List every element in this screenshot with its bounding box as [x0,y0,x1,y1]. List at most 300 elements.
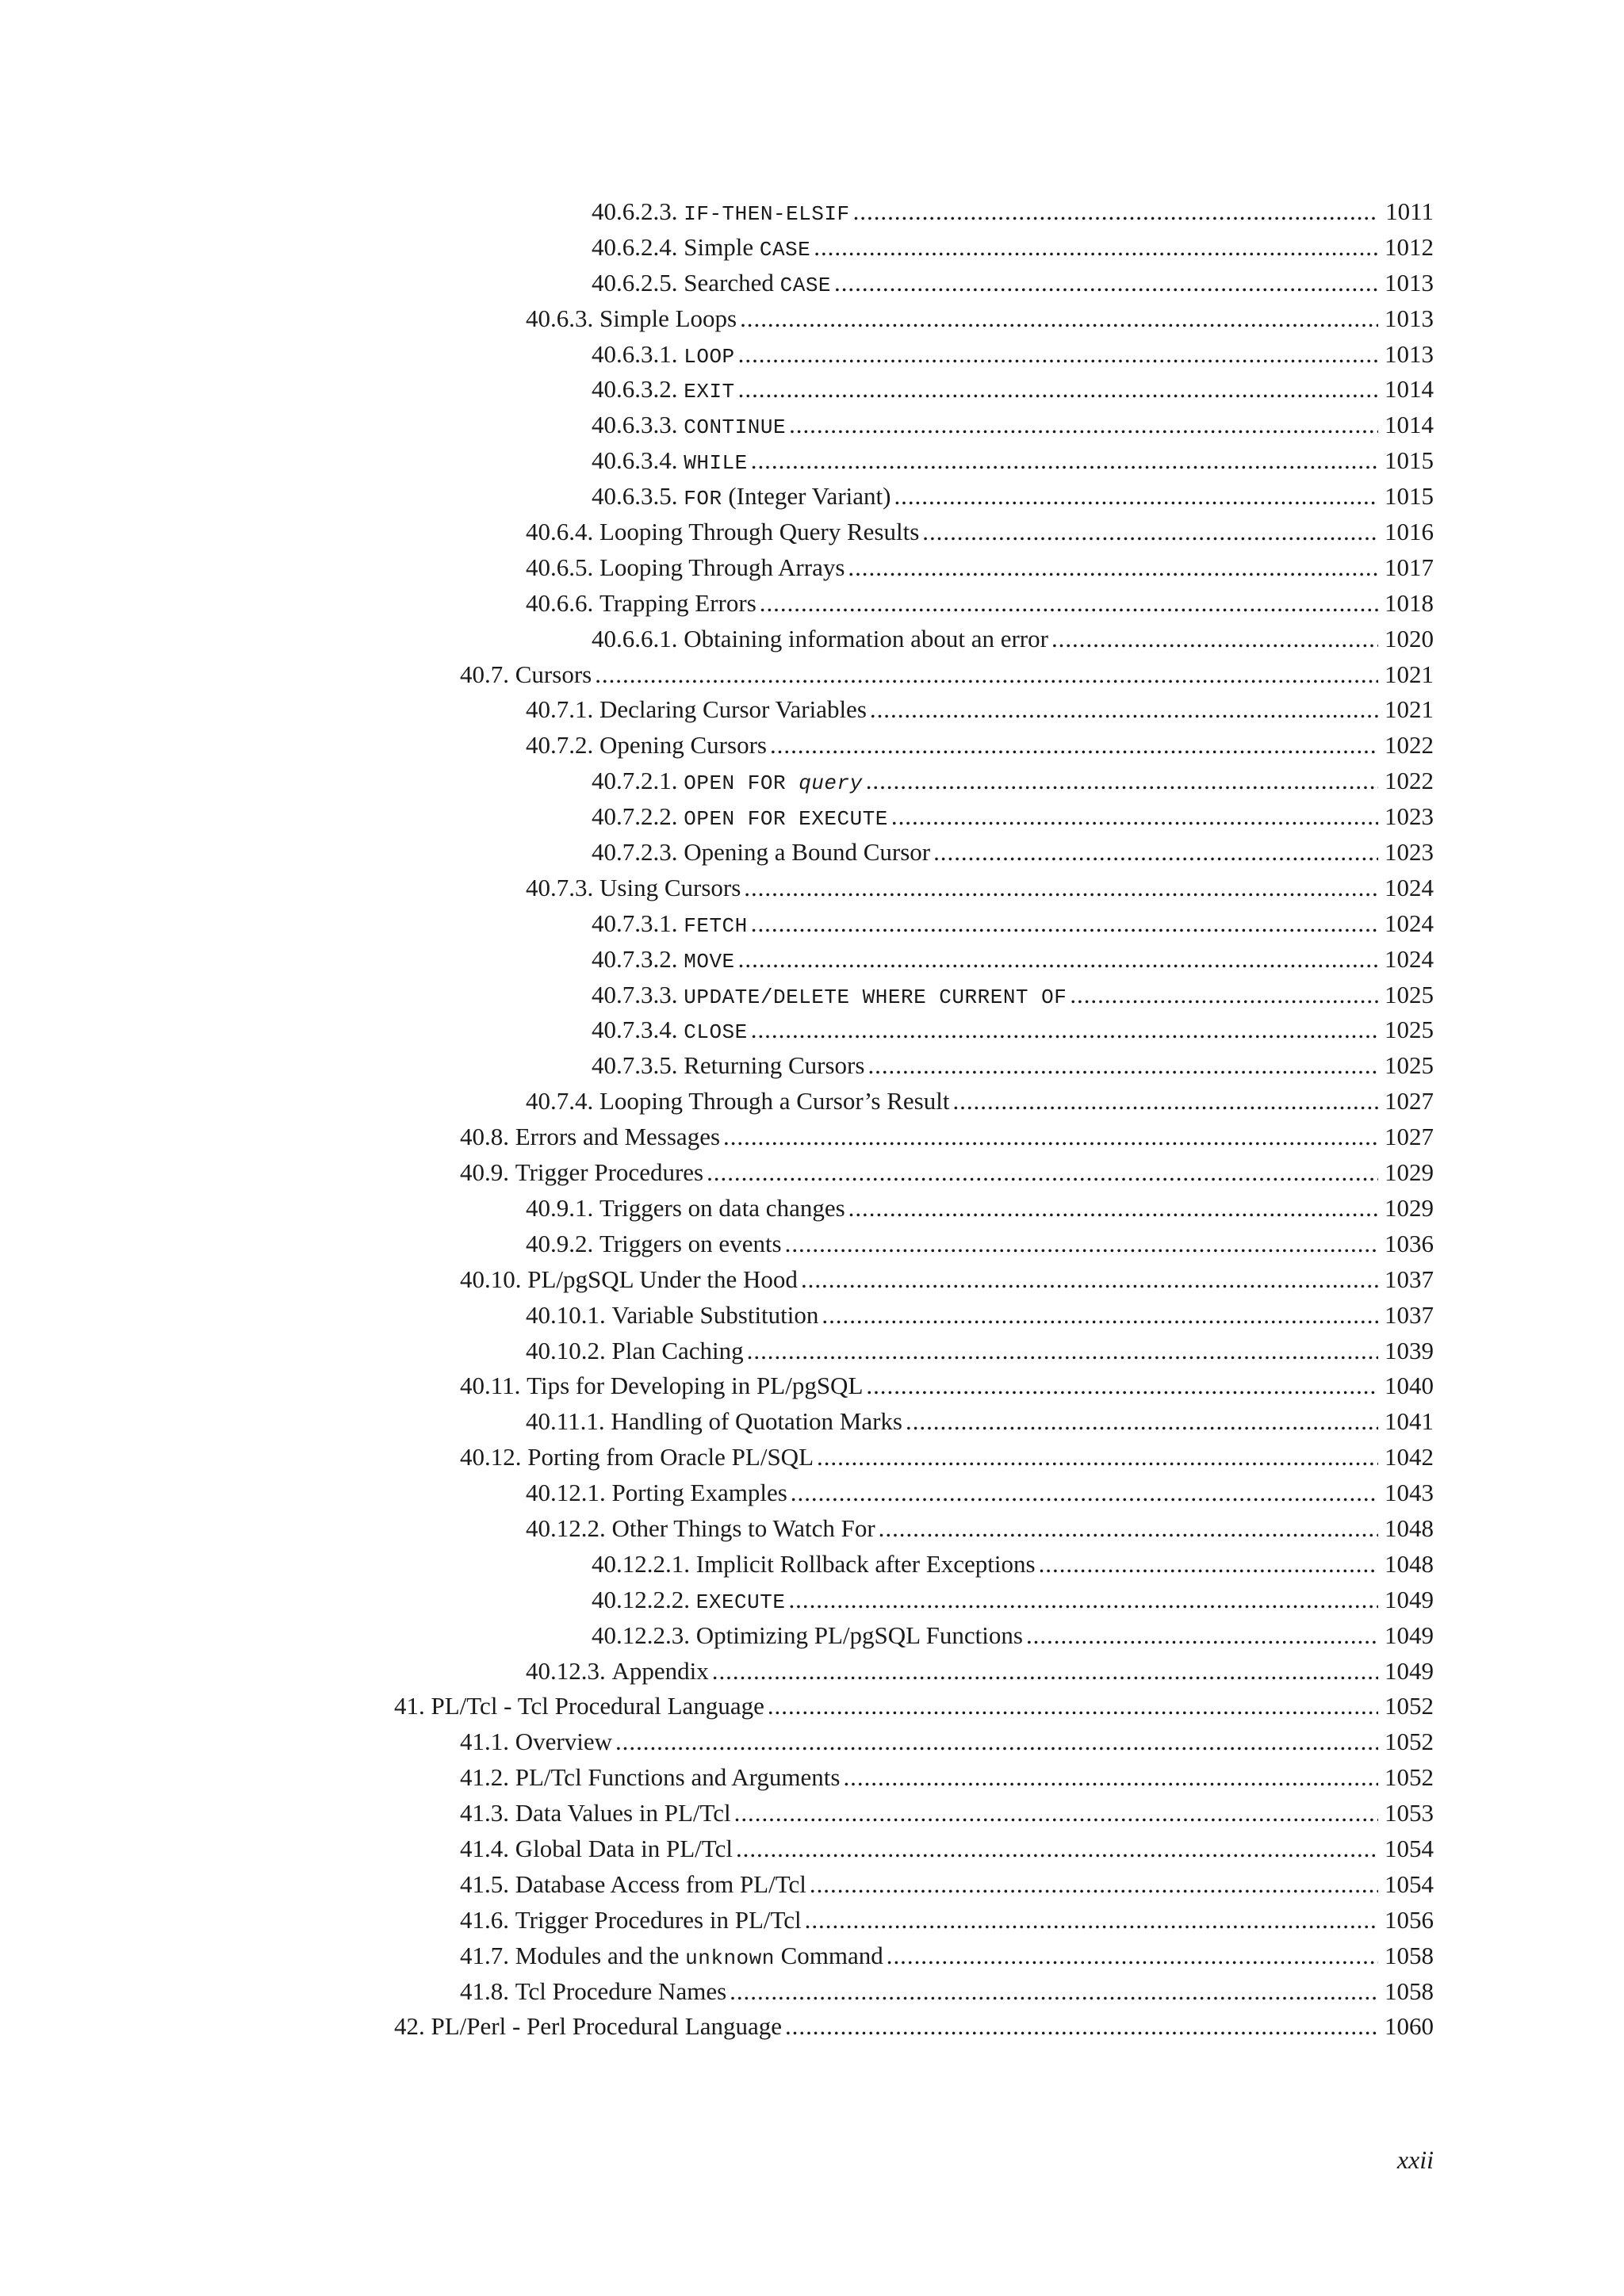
entry-page-number: 1025 [1385,980,1434,1008]
dot-leader [906,1404,1378,1440]
entry-title-text: Command [774,1941,883,1969]
entry-number: 40.7.3.2. [592,944,678,973]
entry-number: 40.12.2.3. [592,1621,690,1649]
entry-page-number: 1052 [1385,1728,1434,1756]
entry-title-code: MOVE [684,949,735,974]
entry-page-number: 1043 [1385,1479,1434,1507]
entry-title [515,1796,731,1831]
entry-number: 40.6.2.5. [592,268,678,297]
toc-entry[interactable] [0,443,1624,479]
toc-entry[interactable] [0,1334,1624,1369]
dot-leader [887,1938,1378,1974]
toc-entry[interactable] [0,301,1624,337]
dot-leader [879,1511,1378,1547]
entry-title-code: CLOSE [684,1020,748,1045]
entry-title [611,1404,902,1440]
dot-leader [738,337,1378,373]
toc-entry[interactable] [0,1831,1624,1867]
entry-page-number: 1016 [1385,518,1434,546]
entry-number: 40.11.1. [526,1407,605,1436]
toc-entry[interactable] [0,515,1624,550]
entry-page-number: 1052 [1385,1763,1434,1792]
entry-title-text: Triggers on data changes [599,1193,845,1222]
entry-title [599,692,867,728]
entry-title [515,1938,883,1976]
toc-entry[interactable] [0,622,1624,657]
entry-number: 40.6.2.4. [592,232,678,261]
toc-entry[interactable] [0,1084,1624,1119]
toc-entry[interactable] [0,799,1624,835]
dot-leader [891,799,1378,835]
entry-number: 40.6.6. [526,588,594,617]
entry-title-text: Tcl Procedure Names [515,1976,727,2005]
entry-page-number: 1014 [1385,375,1434,404]
entry-title-code: FETCH [684,913,748,938]
dot-leader [751,906,1378,942]
toc-entry[interactable] [0,586,1624,622]
entry-title [684,942,734,980]
toc-entry[interactable] [0,1119,1624,1155]
entry-number: 40.12.2. [526,1513,606,1542]
entry-page-number: 1011 [1385,197,1434,225]
dot-leader [952,1084,1378,1119]
dot-leader [866,763,1378,799]
entry-page-number: 1049 [1385,1585,1434,1613]
toc-entry[interactable] [0,835,1624,871]
toc-entry[interactable] [0,906,1624,942]
dot-leader [707,1155,1378,1191]
entry-number: 40.7.3. [526,873,594,901]
entry-title-text: Cursors [515,660,592,688]
toc-entry[interactable] [0,408,1624,443]
toc-entry[interactable] [0,1867,1624,1903]
entry-title-text: Trapping Errors [599,588,756,617]
toc-entry[interactable] [0,1689,1624,1724]
entry-title-text: Looping Through a Cursor’s Result [599,1087,950,1115]
entry-number: 40.6.3.3. [592,411,678,439]
entry-page-number: 1029 [1385,1193,1434,1222]
toc-entry[interactable] [0,230,1624,266]
entry-title-code: unknown [685,1946,775,1970]
entry-title-text: Modules and the [515,1941,686,1969]
entry-page-number: 1027 [1385,1087,1434,1115]
entry-number: 40.6.4. [526,518,594,546]
entry-number: 40.7.3.1. [592,909,678,937]
entry-title-code: EXIT [684,380,735,404]
entry-number: 40.7.3.4. [592,1016,678,1044]
entry-page-number: 1037 [1385,1265,1434,1293]
dot-leader [848,1191,1378,1226]
entry-title [599,586,756,622]
dot-leader [736,1831,1378,1867]
entry-title-code: IF-THEN-ELSIF [684,202,850,226]
entry-title [696,1582,786,1621]
dot-leader [768,1689,1378,1724]
entry-page-number: 1025 [1385,1016,1434,1044]
toc-entry[interactable] [0,692,1624,728]
entry-title-text: Data Values in PL/Tcl [515,1799,731,1827]
entry-page-number: 1042 [1385,1443,1434,1471]
toc-entry[interactable] [0,1760,1624,1796]
entry-page-number: 1036 [1385,1229,1434,1257]
entry-number: 40.6.3.2. [592,375,678,404]
entry-title [612,1654,709,1689]
entry-title-text: Triggers on events [599,1229,782,1257]
toc-entry[interactable] [0,194,1624,230]
entry-title-text: Declaring Cursor Variables [599,695,867,724]
entry-title-text: Using Cursors [599,873,741,901]
entry-title-text: Simple Loops [599,304,737,332]
entry-title [599,301,737,337]
entry-title [684,906,748,944]
dot-leader [1026,1618,1378,1654]
toc-entry[interactable] [0,1582,1624,1618]
entry-title [684,1012,748,1050]
entry-title [599,1084,949,1119]
entry-title-text: Global Data in PL/Tcl [515,1834,733,1862]
dot-leader [848,550,1378,586]
entry-title [515,1119,720,1155]
dot-leader [1039,1547,1378,1582]
entry-number: 40.12.2.2. [592,1585,690,1613]
entry-number: 41. [394,1692,425,1720]
toc-entry[interactable] [0,1903,1624,1938]
dot-leader [870,692,1378,728]
entry-title [612,1334,744,1369]
entry-page-number: 1049 [1385,1656,1434,1685]
toc-entry[interactable] [0,479,1624,515]
toc-entry[interactable] [0,550,1624,586]
entry-title [599,1226,782,1262]
toc-entry[interactable] [0,942,1624,978]
entry-title-text: Errors and Messages [515,1123,721,1151]
entry-title [515,1903,802,1938]
entry-title-text: Returning Cursors [684,1051,865,1080]
dot-leader [785,2009,1378,2045]
toc-entry[interactable] [0,1618,1624,1654]
entry-title-code: CONTINUE [684,415,787,440]
dot-leader [814,230,1378,266]
dot-leader [894,479,1378,515]
entry-title-text: Optimizing PL/pgSQL Functions [695,1621,1023,1649]
entry-number: 40.7. [460,660,509,688]
dot-leader [1070,978,1378,1013]
entry-title [612,1511,875,1547]
toc-entry[interactable] [0,1368,1624,1404]
entry-title-text: Database Access from PL/Tcl [515,1869,806,1898]
toc-entry[interactable] [0,1440,1624,1475]
entry-title-text: Looping Through Arrays [599,553,845,581]
dot-leader [747,1334,1378,1369]
dot-leader [595,657,1378,693]
entry-page-number: 1037 [1385,1300,1434,1329]
toc-entry[interactable] [0,1974,1624,2010]
toc-entry[interactable] [0,1724,1624,1760]
dot-leader [791,1475,1378,1511]
entry-title [515,1974,726,2010]
entry-page-number: 1022 [1385,731,1434,760]
entry-number: 41.5. [460,1869,509,1898]
entry-page-number: 1012 [1385,232,1434,261]
entry-page-number: 1021 [1385,695,1434,724]
toc-entry[interactable] [0,978,1624,1013]
entry-title-code: UPDATE/DELETE WHERE CURRENT OF [684,985,1067,1009]
dot-leader [751,1012,1378,1048]
entry-title-text: (Integer Variant) [722,482,891,511]
entry-page-number: 1023 [1385,838,1434,867]
entry-title-text: Trigger Procedures in PL/Tcl [515,1905,802,1934]
toc-entry[interactable] [0,1262,1624,1298]
entry-page-number: 1024 [1385,944,1434,973]
entry-title-text: Searched [684,268,780,297]
entry-title-code: query [799,771,863,796]
entry-title-text: Tips for Developing in PL/pgSQL [527,1372,864,1400]
entry-title [684,835,930,871]
dot-leader [788,1582,1378,1618]
toc-entry[interactable] [0,1475,1624,1511]
entry-title [612,1298,819,1334]
entry-page-number: 1049 [1385,1621,1434,1649]
entry-number: 41.1. [460,1728,509,1756]
dot-leader [615,1724,1378,1760]
entry-page-number: 1013 [1385,268,1434,297]
toc-entry[interactable] [0,1938,1624,1974]
entry-title-code: CASE [759,237,811,262]
dot-leader [801,1262,1378,1298]
entry-title [515,1760,841,1796]
entry-page-number: 1025 [1385,1051,1434,1080]
entry-title-code: EXECUTE [695,1590,786,1614]
entry-title [599,515,919,550]
entry-title-code: FOR [684,487,722,511]
entry-page-number: 1018 [1385,588,1434,617]
entry-number: 41.6. [460,1905,509,1934]
entry-title [684,622,1048,657]
entry-page-number: 1015 [1385,446,1434,475]
dot-leader [734,1796,1378,1831]
entry-title [431,2009,782,2045]
entry-title [696,1547,1036,1582]
entry-title [599,871,741,906]
entry-page-number: 1024 [1385,873,1434,901]
page-number: xxii [1396,2145,1434,2174]
entry-title-text: Plan Caching [611,1336,744,1364]
entry-number: 40.6.6.1. [592,624,678,652]
entry-page-number: 1048 [1385,1549,1434,1578]
entry-page-number: 1056 [1385,1905,1434,1934]
entry-number: 40.6.3. [526,304,594,332]
entry-title-code: LOOP [684,344,735,369]
entry-title-text: Implicit Rollback after Exceptions [695,1549,1036,1578]
toc-entry[interactable] [0,1226,1624,1262]
entry-title [515,1831,733,1867]
entry-title-code: OPEN FOR [684,771,799,796]
toc-entry[interactable] [0,728,1624,763]
entry-title-code: CASE [779,273,832,297]
entry-title-text: Porting from Oracle PL/SQL [527,1443,814,1471]
dot-leader [751,443,1378,479]
toc-entry[interactable] [0,1796,1624,1831]
entry-number: 42. [394,2012,425,2041]
entry-number: 40.9.1. [526,1193,594,1222]
entry-page-number: 1015 [1385,482,1434,511]
entry-title-code: WHILE [684,451,748,476]
toc-entry[interactable] [0,2009,1624,2045]
entry-title-text: Looping Through Query Results [599,518,920,546]
entry-title [515,1724,612,1760]
entry-page-number: 1013 [1385,304,1434,332]
entry-page-number: 1021 [1385,660,1434,688]
toc-entry[interactable] [0,763,1624,799]
entry-number: 40.12. [460,1443,522,1471]
toc-entry[interactable] [0,266,1624,301]
entry-number: 40.6.3.5. [592,482,678,511]
entry-number: 40.6.5. [526,553,594,581]
entry-title-text: Opening a Bound Cursor [684,838,931,867]
dot-leader [843,1760,1378,1796]
entry-page-number: 1027 [1385,1123,1434,1151]
dot-leader [744,871,1378,906]
entry-title [599,728,767,763]
dot-leader [770,728,1378,763]
entry-number: 40.12.3. [526,1656,606,1685]
dot-leader [868,1048,1378,1084]
toc-entry[interactable] [0,1155,1624,1191]
toc-entry[interactable] [0,657,1624,693]
toc-entry[interactable] [0,871,1624,906]
entry-number: 40.7.4. [526,1087,594,1115]
dot-leader [785,1226,1378,1262]
entry-title [684,337,734,375]
entry-title [515,1867,806,1903]
entry-number: 41.2. [460,1763,509,1792]
entry-title-text: Opening Cursors [599,731,767,760]
entry-title-text: Appendix [611,1656,709,1685]
dot-leader [834,266,1378,301]
entry-page-number: 1039 [1385,1336,1434,1364]
entry-number: 40.12.1. [526,1479,606,1507]
table-of-contents [0,194,1624,2045]
toc-entry[interactable] [0,1404,1624,1440]
entry-title [696,1618,1023,1654]
entry-number: 40.7.3.3. [592,980,678,1008]
entry-title [684,799,888,837]
entry-title-text: Variable Substitution [611,1300,819,1329]
entry-page-number: 1023 [1385,802,1434,831]
dot-leader [1051,622,1378,657]
entry-number: 40.12.2.1. [592,1549,690,1578]
toc-entry[interactable] [0,1654,1624,1689]
entry-title [599,550,845,586]
entry-number: 40.9. [460,1158,509,1187]
entry-number: 40.7.2.3. [592,838,678,867]
entry-title-code: OPEN FOR EXECUTE [684,807,888,832]
entry-page-number: 1022 [1385,767,1434,795]
entry-title [684,194,849,232]
entry-number: 40.10. [460,1265,522,1293]
entry-number: 40.6.3.4. [592,446,678,475]
entry-title [684,443,748,481]
entry-page-number: 1053 [1385,1799,1434,1827]
entry-number: 40.8. [460,1123,509,1151]
toc-entry[interactable] [0,1298,1624,1334]
entry-title-text: PL/pgSQL Under the Hood [527,1265,798,1293]
toc-entry[interactable] [0,372,1624,408]
toc-entry[interactable] [0,1191,1624,1226]
dot-leader [712,1654,1378,1689]
entry-number: 40.10.1. [526,1300,606,1329]
dot-leader [822,1298,1378,1334]
entry-title [527,1262,798,1298]
toc-entry[interactable] [0,337,1624,373]
entry-number: 40.7.2.2. [592,802,678,831]
entry-title-text: PL/Tcl Functions and Arguments [515,1763,841,1792]
dot-leader [805,1903,1378,1938]
entry-page-number: 1040 [1385,1372,1434,1400]
entry-title [684,978,1067,1016]
dot-leader [933,835,1378,871]
toc-entry[interactable] [0,1048,1624,1084]
dot-leader [738,942,1378,978]
entry-title-text: PL/Tcl - Tcl Procedural Language [431,1692,764,1720]
entry-title [612,1475,787,1511]
entry-page-number: 1048 [1385,1513,1434,1542]
dot-leader [723,1119,1378,1155]
entry-title [684,408,786,446]
entry-title-text: Other Things to Watch For [611,1513,875,1542]
entry-title [599,1191,845,1226]
entry-number: 40.6.3.1. [592,339,678,368]
entry-page-number: 1020 [1385,624,1434,652]
entry-page-number: 1029 [1385,1158,1434,1187]
entry-number: 41.8. [460,1976,509,2005]
entry-title [527,1368,863,1404]
entry-number: 40.11. [460,1372,521,1400]
dot-leader [730,1974,1378,2010]
entry-page-number: 1013 [1385,339,1434,368]
toc-entry[interactable] [0,1012,1624,1048]
entry-page-number: 1041 [1385,1407,1434,1436]
entry-title [684,230,810,268]
dot-leader [810,1867,1378,1903]
entry-number: 40.10.2. [526,1336,606,1364]
entry-title-text: PL/Perl - Perl Procedural Language [431,2012,782,2041]
entry-page-number: 1054 [1385,1834,1434,1862]
entry-page-number: 1060 [1385,2012,1434,2041]
entry-number: 40.7.3.5. [592,1051,678,1080]
entry-title [684,372,734,410]
entry-number: 41.7. [460,1941,509,1969]
toc-entry[interactable] [0,1547,1624,1582]
dot-leader [866,1368,1378,1404]
toc-entry[interactable] [0,1511,1624,1547]
entry-number: 40.7.1. [526,695,594,724]
entry-title-text: Porting Examples [611,1479,787,1507]
entry-page-number: 1058 [1385,1941,1434,1969]
entry-number: 40.7.2. [526,731,594,760]
entry-title-text: Simple [684,232,760,261]
entry-title-text: Obtaining information about an error [684,624,1048,652]
dot-leader [740,301,1378,337]
entry-title [684,1048,864,1084]
dot-leader [760,586,1378,622]
entry-title [431,1689,764,1724]
entry-page-number: 1024 [1385,909,1434,937]
dot-leader [922,515,1378,550]
entry-number: 40.6.2.3. [592,197,678,225]
entry-title [527,1440,814,1475]
entry-page-number: 1017 [1385,553,1434,581]
